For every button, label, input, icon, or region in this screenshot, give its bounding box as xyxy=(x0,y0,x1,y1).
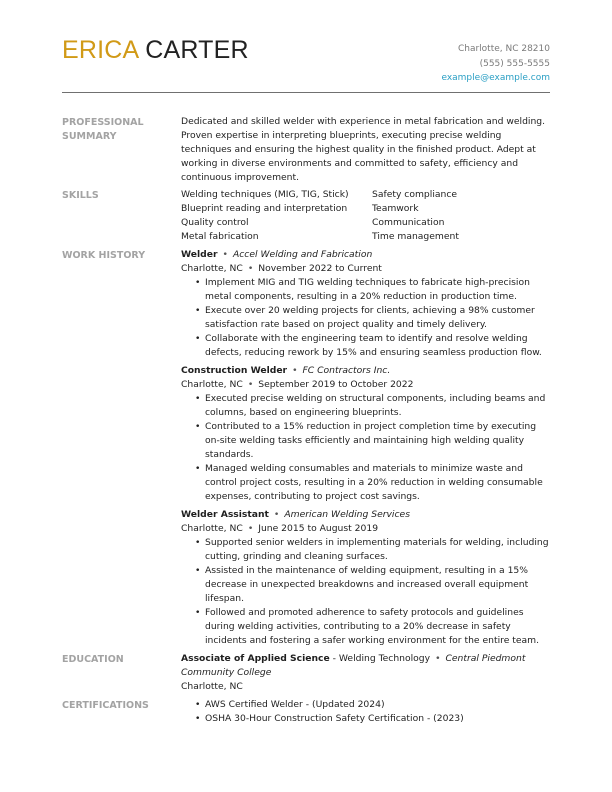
skill-item: Welding techniques (MIG, TIG, Stick) xyxy=(181,189,349,200)
contact-phone: (555) 555-5555 xyxy=(479,58,550,69)
separator-dot: • xyxy=(435,653,441,664)
certifications-content xyxy=(181,698,550,726)
certifications-list xyxy=(181,698,550,726)
skills-label: SKILLS xyxy=(62,190,99,201)
job-meta xyxy=(181,378,550,392)
last-name: CARTER xyxy=(145,36,249,64)
contact-location: Charlotte, NC 28210 xyxy=(457,44,550,54)
separator-dot: • xyxy=(247,263,254,274)
job-location: Charlotte, NC xyxy=(181,523,243,534)
certification-item: • AWS Certified Welder - (Updated 2024) xyxy=(181,698,550,712)
job-header xyxy=(181,248,550,262)
education-content xyxy=(181,652,550,694)
job-bullet: • Contributed to a 15% reduction in project completion time by executing on-site welding tasks efficiently and maintaining high welding quality standards. xyxy=(181,420,550,462)
job-entry xyxy=(181,248,550,360)
skill-item: Quality control xyxy=(181,217,249,228)
job-bullet: • Supported senior welders in implementing materials for welding, including cutting, grinding and cleaning surfaces. xyxy=(181,536,550,564)
job-bullets xyxy=(181,392,550,504)
work-history-content xyxy=(181,248,550,652)
education-field: - Welding Technology xyxy=(332,653,431,664)
job-header xyxy=(181,508,550,522)
job-company: American Welding Services xyxy=(284,509,410,520)
job-title: Welder Assistant xyxy=(181,509,269,520)
separator-dot: • xyxy=(273,509,280,520)
job-company: FC Contractors Inc. xyxy=(302,365,391,376)
job-location: Charlotte, NC xyxy=(181,263,243,274)
education-location: Charlotte, NC xyxy=(181,681,243,692)
job-bullet: • Execute over 20 welding projects for clients, achieving a 98% customer satisfaction rate based on project quality and timely delivery. xyxy=(181,304,550,332)
separator-dot: • xyxy=(222,249,228,260)
skill-item: Time management xyxy=(372,231,459,242)
job-bullet: • Assisted in the maintenance of welding equipment, resulting in a 15% decrease in unexpected breakdowns and increased overall equipment lifespan. xyxy=(181,564,550,606)
summary-label xyxy=(62,116,172,144)
job-location: Charlotte, NC xyxy=(181,379,243,390)
contact-block xyxy=(441,42,550,86)
job-title: Construction Welder xyxy=(181,365,288,376)
job-company: Accel Welding and Fabrication xyxy=(232,249,373,260)
job-dates: November 2022 to Current xyxy=(258,263,382,274)
work-history-label: WORK HISTORY xyxy=(62,250,146,261)
job-dates: June 2015 to August 2019 xyxy=(258,523,379,534)
job-entry xyxy=(181,508,550,648)
summary-label-line2: SUMMARY xyxy=(62,131,117,142)
education-school: Central Piedmont Community College xyxy=(181,653,526,678)
skill-item: Blueprint reading and interpretation xyxy=(181,203,348,214)
summary-label-line1: PROFESSIONAL xyxy=(62,117,144,128)
skill-item: Safety compliance xyxy=(372,189,458,200)
job-bullets xyxy=(181,276,550,360)
education-degree: Associate of Applied Science xyxy=(181,653,330,664)
skills-list xyxy=(181,188,550,244)
separator-dot: • xyxy=(247,523,254,534)
first-name: ERICA xyxy=(62,36,139,64)
skill-item: Metal fabrication xyxy=(181,231,259,242)
job-meta xyxy=(181,262,550,276)
separator-dot: • xyxy=(292,365,298,376)
job-meta xyxy=(181,522,550,536)
candidate-name xyxy=(62,36,249,65)
job-bullet: • Implement MIG and TIG welding techniques to fabricate high-precision metal components, resulting in a 20% reduction in production time. xyxy=(181,276,550,304)
certifications-label: CERTIFICATIONS xyxy=(62,700,149,711)
education-line xyxy=(181,652,550,680)
header-divider xyxy=(62,92,550,93)
job-bullet: • Managed welding consumables and materials to minimize waste and control project costs, resulting in a 20% reduction in welding consumable expenses, contributing to project cost savings. xyxy=(181,462,550,504)
skills-column-1 xyxy=(181,188,372,244)
job-bullet: • Followed and promoted adherence to safety protocols and guidelines during welding activities, contributing to a 20% decrease in safety incidents and fostering a safer working environment for the entire team. xyxy=(181,606,550,648)
education-label: EDUCATION xyxy=(62,654,124,665)
contact-email[interactable]: example@example.com xyxy=(441,73,550,83)
skill-item: Teamwork xyxy=(372,203,419,214)
job-bullet: • Executed precise welding on structural components, including beams and columns, based on engineering blueprints. xyxy=(181,392,550,420)
certification-item: • OSHA 30-Hour Construction Safety Certification - (2023) xyxy=(181,712,550,726)
skills-column-2 xyxy=(372,188,542,244)
job-title: Welder xyxy=(181,249,218,260)
job-entry xyxy=(181,364,550,504)
job-header xyxy=(181,364,550,378)
separator-dot: • xyxy=(247,379,254,390)
skill-item: Communication xyxy=(372,217,445,228)
job-bullets xyxy=(181,536,550,648)
summary-text: Dedicated and skilled welder with experience in metal fabrication and welding. Proven expertise in interpreting blueprints, executing precise welding techniques and ensuring the highest quality in the finished product. Adept at working in diverse environments and committed to safety, efficiency and continuous improvement. xyxy=(181,116,546,183)
job-bullet: • Collaborate with the engineering team to identify and resolve welding defects, reducing rework by 15% and ensuring seamless production flow. xyxy=(181,332,550,360)
job-dates: September 2019 to October 2022 xyxy=(258,379,414,390)
